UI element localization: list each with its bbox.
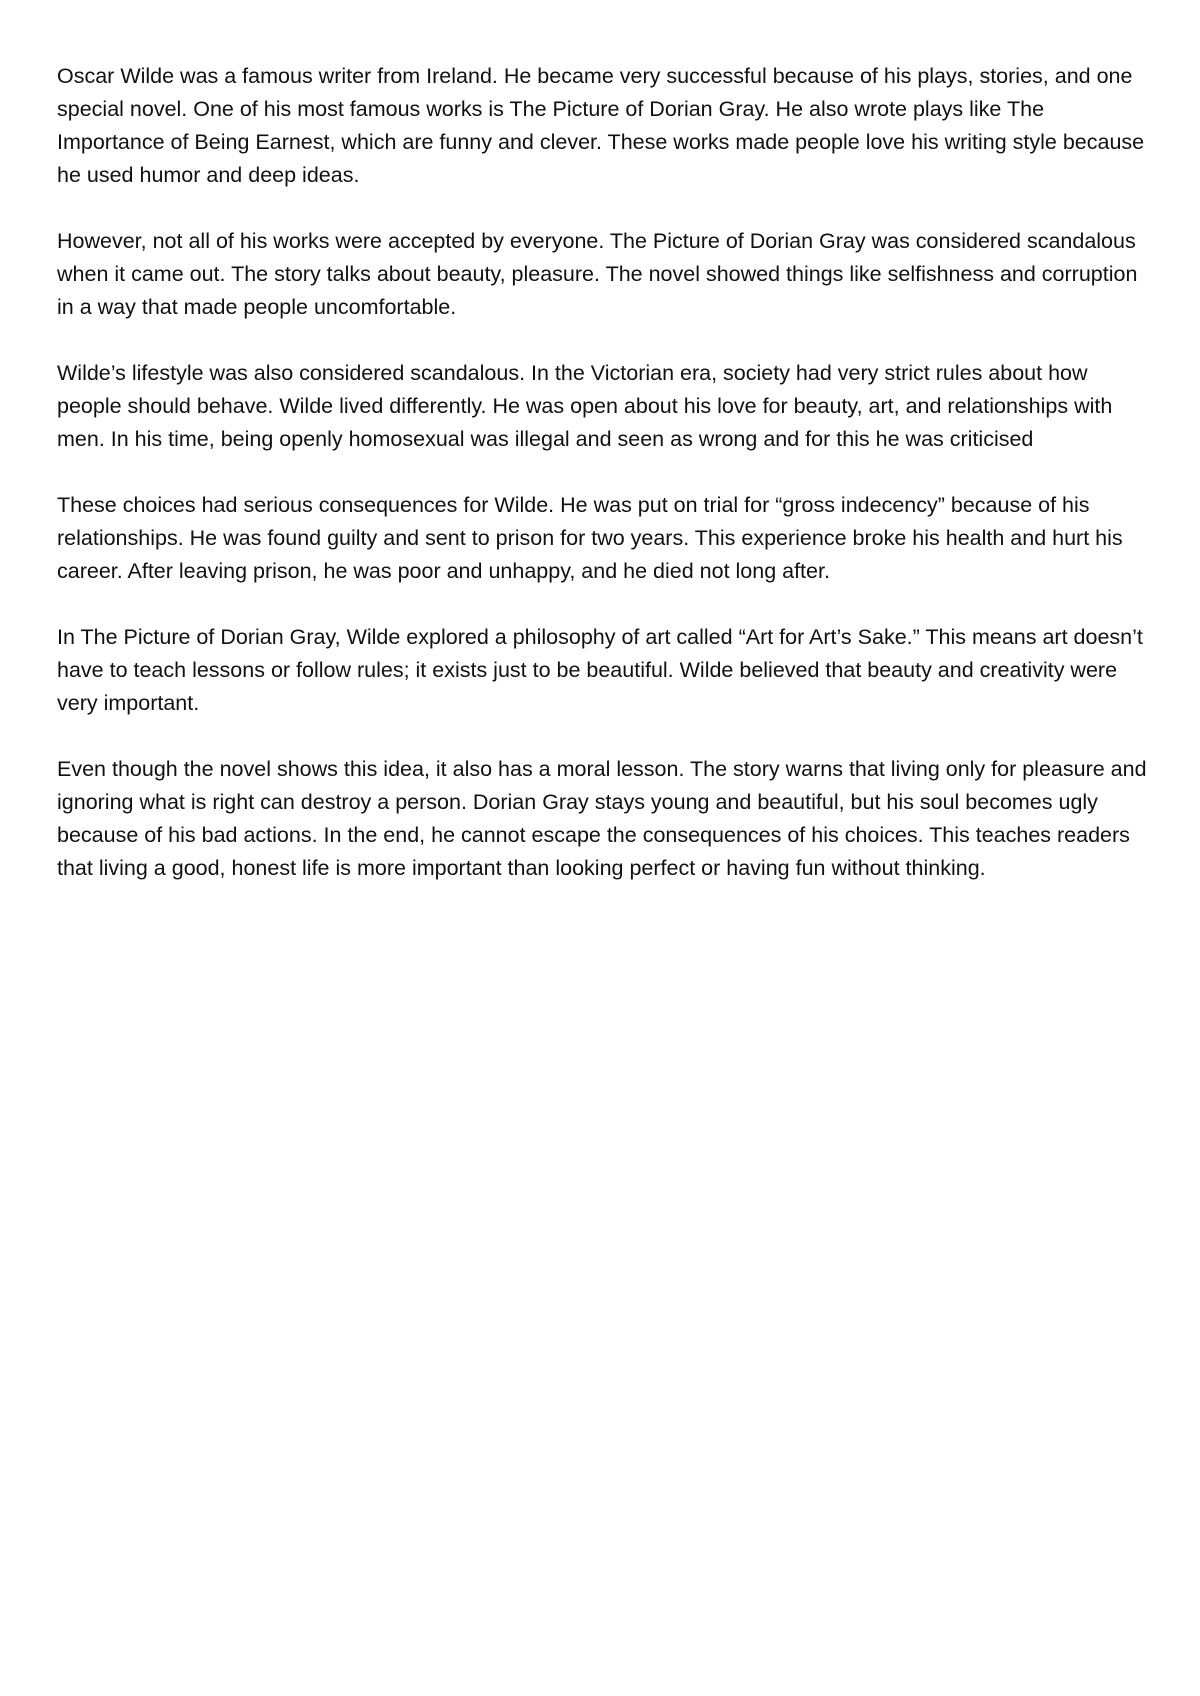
- paragraph-wilde-lifestyle: Wilde’s lifestyle was also considered scandalous. In the Victorian era, society had very strict rules about how people should behave. Wilde lived differently. He was open about his love for beauty, art, and relationships with men. In his time, being openly homosexual was illegal and seen as wrong and for this he was criticised: [57, 361, 1113, 451]
- paragraph-dorian-gray-scandal: However, not all of his works were accepted by everyone. The Picture of Dorian Gray was considered scandalous when it came out. The story talks about beauty, pleasure. The novel showed things like selfishness and corruption in a way that made people uncomfortable.: [57, 229, 1138, 319]
- document-page: [57, 60, 1147, 918]
- paragraph-art-for-arts-sake: In The Picture of Dorian Gray, Wilde explored a philosophy of art called “Art for Art’s Sake.” This means art doesn’t have to teach lessons or follow rules; it exists just to be beautiful. Wilde believed that beauty and creativity were very important.: [57, 625, 1143, 715]
- paragraph-wilde-intro: Oscar Wilde was a famous writer from Ireland. He became very successful because of his plays, stories, and one special novel. One of his most famous works is The Picture of Dorian Gray. He also wrote plays like The Importance of Being Earnest, which are funny and clever. These works made people love his writing style because he used humor and deep ideas.: [57, 64, 1145, 187]
- paragraph-consequences: These choices had serious consequences for Wilde. He was put on trial for “gross indecency” because of his relationships. He was found guilty and sent to prison for two years. This experience broke his health and hurt his career. After leaving prison, he was poor and unhappy, and he died not long after.: [57, 493, 1123, 583]
- paragraph-moral-lesson: Even though the novel shows this idea, it also has a moral lesson. The story warns that living only for pleasure and ignoring what is right can destroy a person. Dorian Gray stays young and beautiful, but his soul becomes ugly because of his bad actions. In the end, he cannot escape the consequences of his choices. This teaches readers that living a good, honest life is more important than looking perfect or having fun without thinking.: [57, 757, 1147, 880]
